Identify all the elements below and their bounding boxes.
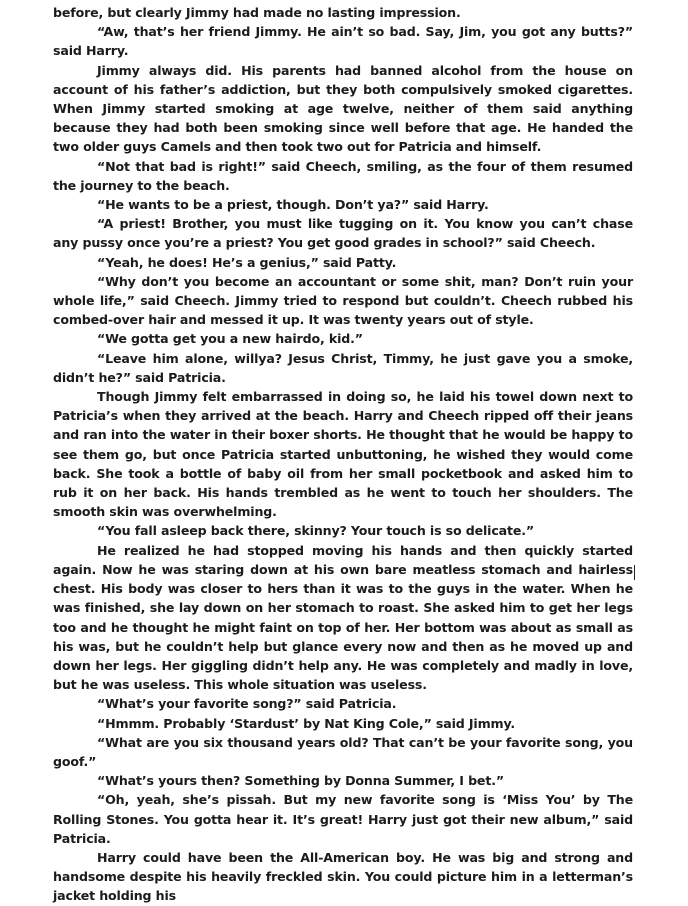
paragraph: He realized he had stopped moving his hands and then quickly started again. Now he was staring down at his own bare meatless stomach and hairless chest. His body was closer to hers than it was to the guys in the water. When he was finished, she lay down on her stomach to roast. She asked him to get her legs too and he thought he might faint on top of her. Her bottom was about as small as his was, but he couldn’t help but glance every now and then as he moved up and down her legs. Her giggling didn’t help any. He was completely and madly in love, but he was useless. This whole situation was useless. bbox=[53, 542, 633, 693]
paragraph: “What are you six thousand years old? That can’t be your favorite song, you goof.” bbox=[53, 734, 633, 769]
paragraph: “Leave him alone, willya? Jesus Christ, Timmy, he just gave you a smoke, didn’t he?” said Patricia. bbox=[53, 350, 633, 385]
paragraph: “He wants to be a priest, though. Don’t ya?” said Harry. bbox=[97, 197, 489, 213]
paragraph: “Aw, that’s her friend Jimmy. He ain’t so bad. Say, Jim, you got any butts?” said Harry. bbox=[53, 24, 633, 59]
paragraph: “Why don’t you become an accountant or some shit, man? Don’t ruin your whole life,” said Cheech. Jimmy tried to respond but couldn’t. Cheech rubbed his combed-over hair and messed it up. It was twenty years out of style. bbox=[53, 273, 633, 328]
paragraph: “Not that bad is right!” said Cheech, smiling, as the four of them resumed the journey to the beach. bbox=[53, 158, 633, 193]
paragraph: “Hmmm. Probably ‘Stardust’ by Nat King Cole,” said Jimmy. bbox=[97, 715, 516, 731]
paragraph: Harry could have been the All-American boy. He was big and strong and handsome despite his heavily freckled skin. You could picture him in a letterman’s jacket holding his bbox=[53, 849, 633, 904]
paragraph: before, but clearly Jimmy had made no lasting impression. bbox=[53, 5, 461, 20]
paragraph: “You fall asleep back there, skinny? Your touch is so delicate.” bbox=[97, 523, 535, 539]
paragraph: Though Jimmy felt embarrassed in doing so, he laid his towel down next to Patricia’s when they arrived at the beach. Harry and Cheech ripped off their jeans and ran into the water in their boxer shorts. He thought that he would be happy to see them go, but once Patricia started unbuttoning, he wished they would come back. She took a bottle of baby oil from her small pocketbook and asked him to rub it on her back. His hands trembled as he went to touch her shoulders. The smooth skin was overwhelming. bbox=[53, 389, 633, 520]
paragraph: “A priest! Brother, you must like tugging on it. You know you can’t chase any pussy once you’re a priest? You get good grades in school?” said Cheech. bbox=[53, 216, 633, 251]
paragraph: “What’s yours then? Something by Donna Summer, I bet.” bbox=[97, 773, 504, 789]
paragraph: “Oh, yeah, she’s pissah. But my new favorite song is ‘Miss You’ by The Rolling Stones. You gotta hear it. It’s great! Harry just got their new album,” said Patricia. bbox=[53, 792, 633, 846]
paragraph: “We gotta get you a new hairdo, kid.” bbox=[97, 331, 363, 347]
text-cursor bbox=[634, 565, 635, 580]
paragraph: “Yeah, he does! He’s a genius,” said Patty. bbox=[97, 254, 397, 270]
paragraph: “What’s your favorite song?” said Patricia. bbox=[97, 696, 397, 712]
paragraph: Jimmy always did. His parents had banned alcohol from the house on account of his father’s addiction, but they both compulsively smoked cigarettes. When Jimmy started smoking at age twelve, neither of them said anything because they had both been smoking since well before that age. He handed the two older guys Camels and then took two out for Patricia and himself. bbox=[53, 62, 633, 155]
